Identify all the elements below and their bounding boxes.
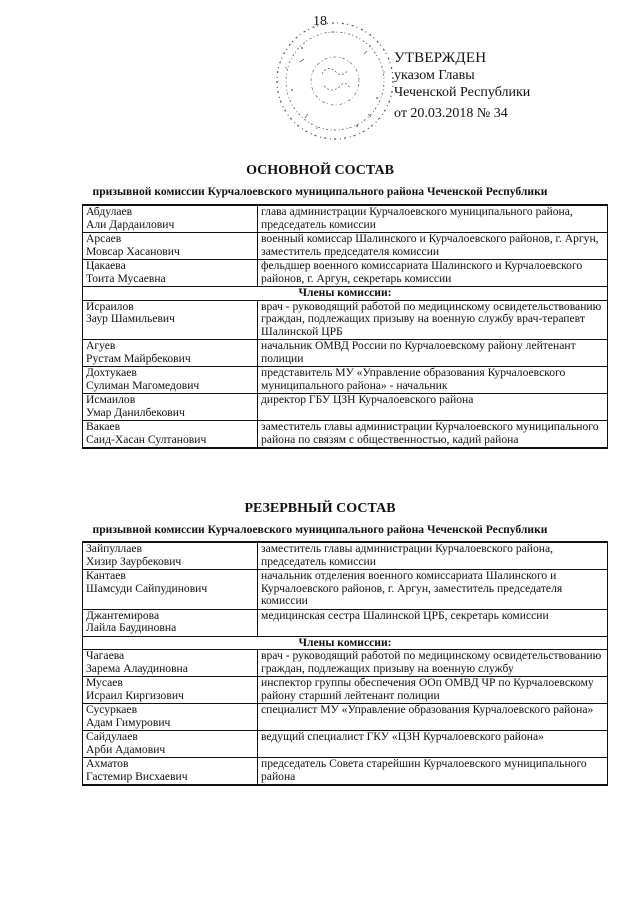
member-position-cell: заместитель главы администрации Курчалоевского муниципального района по связям с общественностью, кадий района: [258, 421, 608, 449]
member-surname: Агуев: [86, 339, 116, 352]
main-composition-title: ОСНОВНОЙ СОСТАВ: [246, 163, 394, 178]
member-position-cell: фельдшер военного комиссариата Шалинского и Курчалоевского районов, г. Аргун, секретарь комиссии: [258, 260, 608, 287]
table-row: [83, 300, 608, 340]
member-position-cell: врач - руководящий работой по медицинскому освидетельствованию граждан, подлежащих призыву на военную службу: [258, 650, 608, 677]
table-row: [83, 758, 608, 786]
table-row: [83, 394, 608, 421]
member-surname: Цакаева: [86, 259, 126, 272]
member-name-cell: [83, 260, 258, 287]
member-given-name: Адам Гимурович: [86, 715, 171, 729]
member-given-name: Арби Адамович: [86, 742, 166, 756]
member-given-name: Рустам Майрбекович: [86, 351, 191, 365]
table-row: [83, 260, 608, 287]
table-row: [83, 677, 608, 704]
table-row: [83, 233, 608, 260]
member-name-cell: [83, 542, 258, 570]
members-heading: Члены комиссии:: [83, 636, 608, 650]
approval-decree-line: указом Главы: [394, 68, 475, 83]
member-surname: Вакаев: [86, 420, 121, 433]
member-name-cell: [83, 205, 258, 233]
member-position-cell: глава администрации Курчалоевского муниципального района, председатель комиссии: [258, 205, 608, 233]
table-row: [83, 636, 608, 650]
member-position-cell: председатель Совета старейшин Курчалоевского муниципального района: [258, 758, 608, 786]
member-given-name: Заур Шамильевич: [86, 312, 175, 325]
member-name-cell: [83, 650, 258, 677]
members-heading: Члены комиссии:: [83, 287, 608, 301]
approval-date-line: от 20.03.2018 № 34: [394, 106, 508, 121]
member-name-cell: [83, 570, 258, 610]
approval-block: [394, 50, 530, 122]
table-row: [83, 340, 608, 367]
reserve-composition-subtitle: призывной комиссии Курчалоевского муниципального района Чеченской Республики: [92, 523, 548, 536]
member-given-name: Мовсар Хасанович: [86, 244, 180, 258]
member-position-cell: ведущий специалист ГКУ «ЦЗН Курчалоевского района»: [258, 731, 608, 758]
member-name-cell: [83, 677, 258, 704]
official-seal-stamp: [272, 18, 398, 144]
member-name-cell: [83, 367, 258, 394]
member-name-cell: [83, 340, 258, 367]
member-position-cell: начальник ОМВД России по Курчалоевскому району лейтенант полиции: [258, 340, 608, 367]
member-name-cell: [83, 704, 258, 731]
member-name-cell: [83, 233, 258, 260]
page-number: 18: [313, 14, 327, 29]
member-surname: Сайдулаев: [86, 730, 138, 743]
main-composition-subtitle: призывной комиссии Курчалоевского муниципального района Чеченской Республики: [92, 185, 548, 198]
member-position-cell: заместитель главы администрации Курчалоевского района, председатель комиссии: [258, 542, 608, 570]
member-given-name: Шамсуди Сайпудинович: [86, 581, 208, 595]
member-surname: Арсаев: [86, 232, 122, 245]
member-surname: Мусаев: [86, 676, 123, 689]
member-position-cell: врач - руководящий работой по медицинскому освидетельствованию граждан, подлежащих призыву на военную службу врач-терапевт Шалинской ЦРБ: [258, 300, 608, 340]
member-position-cell: медицинская сестра Шалинской ЦРБ, секретарь комиссии: [258, 609, 608, 636]
member-name-cell: [83, 731, 258, 758]
member-surname: Исраилов: [86, 299, 134, 313]
member-surname: Зайпуллаев: [86, 542, 142, 555]
member-surname: Сусуркаев: [86, 703, 138, 716]
main-composition-table: [82, 204, 608, 449]
member-surname: Дохтукаев: [86, 366, 137, 379]
member-position-cell: начальник отделения военного комиссариата Шалинского и Курчалоевского районов, г. Аргун, заместитель председателя комиссии: [258, 570, 608, 610]
member-name-cell: [83, 300, 258, 340]
member-given-name: Саид-Хасан Султанович: [86, 432, 207, 446]
table-row: [83, 421, 608, 449]
member-given-name: Лайла Баудиновна: [86, 621, 177, 634]
member-given-name: Али Дардаилович: [86, 217, 175, 231]
member-surname: Чагаева: [86, 649, 125, 662]
table-row: [83, 704, 608, 731]
member-given-name: Тоита Мусаевна: [86, 271, 166, 285]
table-row: [83, 542, 608, 570]
table-row: [83, 570, 608, 610]
table-row: [83, 609, 608, 636]
member-surname: Ахматов: [86, 757, 129, 770]
approval-republic-line: Чеченской Республики: [394, 85, 531, 100]
member-given-name: Сулиман Магомедович: [86, 378, 200, 392]
member-position-cell: специалист МУ «Управление образования Курчалоевского района»: [258, 704, 608, 731]
member-given-name: Гастемир Висхаевич: [86, 769, 188, 783]
member-surname: Кантаев: [86, 569, 126, 582]
member-surname: Исмаилов: [86, 393, 136, 406]
member-name-cell: [83, 394, 258, 421]
reserve-composition-table: [82, 541, 608, 786]
member-given-name: Хизир Заурбекович: [86, 554, 182, 568]
table-row: [83, 731, 608, 758]
table-row: [83, 650, 608, 677]
member-position-cell: инспектор группы обеспечения ООп ОМВД ЧР по Курчалоевскому району старший лейтенант полиции: [258, 677, 608, 704]
member-given-name: Умар Данилбекович: [86, 405, 185, 419]
table-row: [83, 287, 608, 301]
member-position-cell: военный комиссар Шалинского и Курчалоевского районов, г. Аргун, заместитель председателя комиссии: [258, 233, 608, 260]
table-row: [83, 205, 608, 233]
member-position-cell: представитель МУ «Управление образования Курчалоевского муниципального района» - начальник: [258, 367, 608, 394]
member-surname: Джантемирова: [86, 608, 160, 622]
member-name-cell: [83, 421, 258, 449]
member-surname: Абдулаев: [86, 205, 133, 218]
table-row: [83, 367, 608, 394]
approval-title: УТВЕРЖДЕН: [394, 50, 487, 66]
member-position-cell: директор ГБУ ЦЗН Курчалоевского района: [258, 394, 608, 421]
member-given-name: Исраил Киргизович: [86, 688, 184, 702]
member-name-cell: [83, 609, 258, 636]
member-name-cell: [83, 758, 258, 786]
member-given-name: Зарема Алаудиновна: [86, 661, 188, 675]
reserve-composition-title: РЕЗЕРВНЫЙ СОСТАВ: [244, 501, 396, 516]
